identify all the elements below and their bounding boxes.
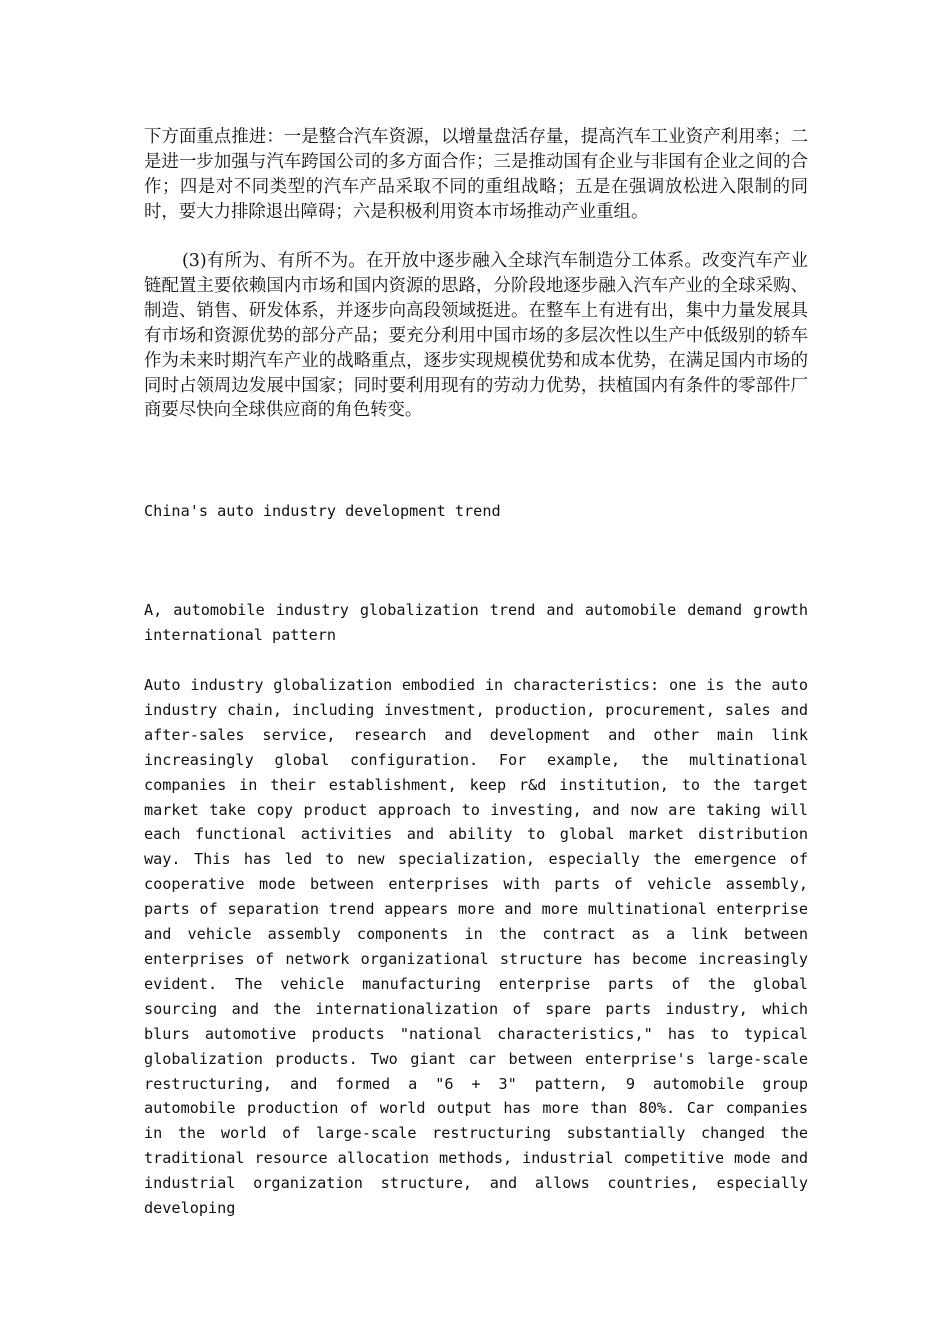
english-body-paragraph: Auto industry globalization embodied in characteristics: one is the auto industry chain, including investment, production, procurement, sales and after-sales service, research and development and other main link increasingly global configuration. For example, the multinational companies in their establishment, keep r&d institution, to the target market take copy product approach to investing, and now are taking will each functional activities and ability to global market distribution way. This has led to new specialization, especially the emergence of cooperative mode between enterprises with parts of vehicle assembly, parts of separation trend appears more and more multinational enterprise and vehicle assembly components in the contract as a link between enterprises of network organizational structure has become increasingly evident. The vehicle manufacturing enterprise parts of the global sourcing and the internationalization of spare parts industry, which blurs automotive products "national characteristics," has to typical globalization products. Two giant car between enterprise's large-scale restructuring, and formed a "6 + 3" pattern, 9 automobile group automobile production of world output has more than 80%. Car companies in the world of large-scale restructuring substantially changed the traditional resource allocation methods, industrial competitive mode and industrial organization structure, and allows countries, especially developing [144, 676, 808, 1218]
chinese-paragraph-global-division: (3)有所为、有所不为。在开放中逐步融入全球汽车制造分工体系。改变汽车产业链配置主要依赖国内市场和国内资源的思路，分阶段地逐步融入汽车产业的全球采购、制造、销售、研发体系，并逐步向高段领域挺进。在整车上有进有出，集中力量发展具有市场和资源优势的部分产品；要充分利用中国市场的多层次性以生产中低级别的轿车作为未来时期汽车产业的战略重点，逐步实现规模优势和成本优势，在满足国内市场的同时占领周边发展中国家；同时要利用现有的劳动力优势，扶植国内有条件的零部件厂商要尽快向全球供应商的角色转变。 [144, 251, 808, 421]
chinese-paragraph-restructuring: 下方面重点推进：一是整合汽车资源，以增量盘活存量，提高汽车工业资产利用率；二是进一步加强与汽车跨国公司的多方面合作；三是推动国有企业与非国有企业之间的合作；四是对不同类型的汽车产品采取不同的重组战略；五是在强调放松进入限制的同时，要大力排除退出障碍；六是积极利用资本市场推动产业重组。 [144, 127, 808, 222]
english-title: China's auto industry development trend [144, 502, 501, 520]
english-section-heading: A, automobile industry globalization trend and automobile demand growth international pattern [144, 601, 808, 644]
